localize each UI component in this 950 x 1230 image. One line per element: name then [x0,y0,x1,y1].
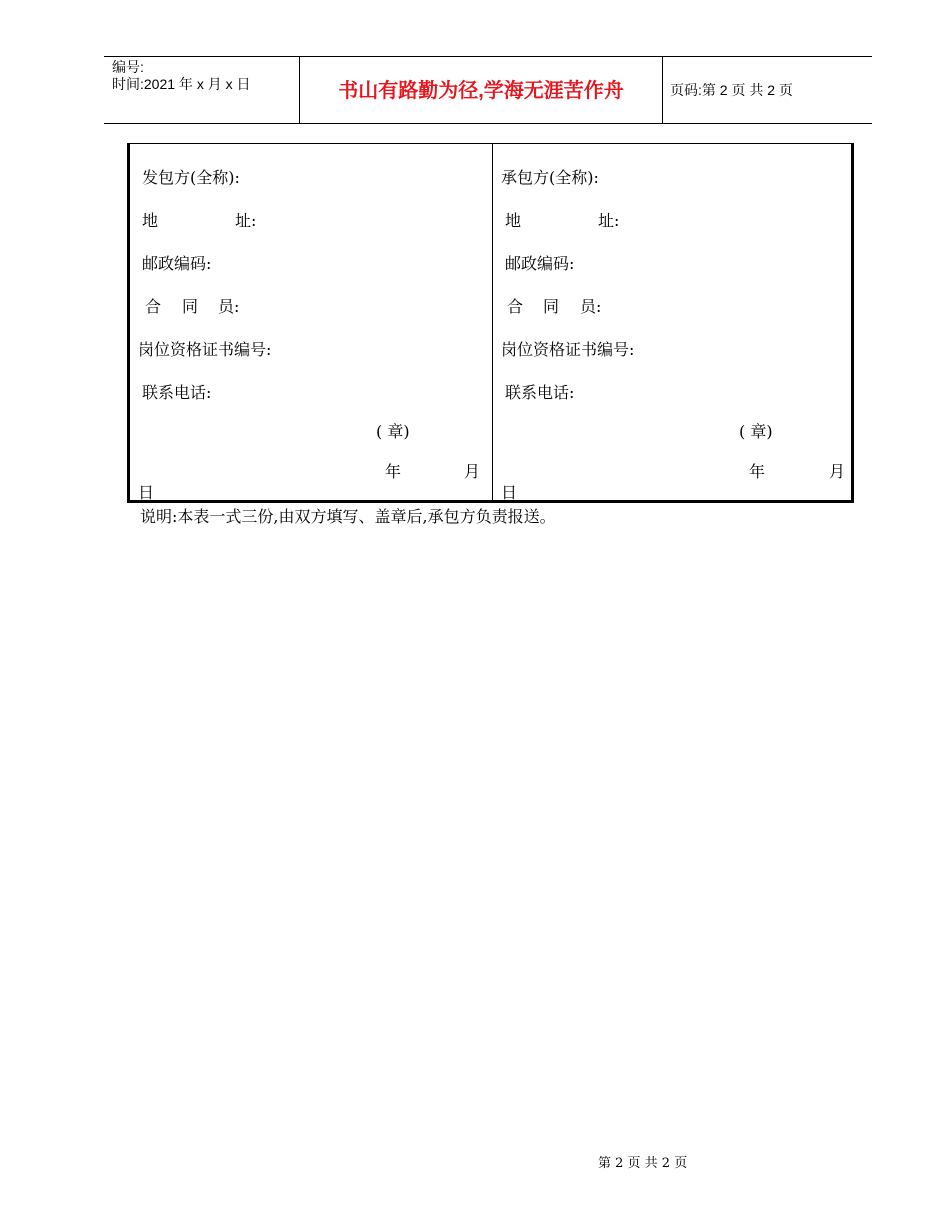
employer-year-label: 年 [385,462,402,481]
header-page-info: 页码:第 2 页 共 2 页 [670,82,793,98]
contractor-year-label: 年 [749,462,766,481]
employer-cert-field: 岗位资格证书编号: [138,340,272,359]
header-divider [662,57,663,123]
contractor-column [492,144,852,500]
contractor-day-label: 日 [501,483,518,502]
document-date: 时间:2021 年 x 月 x 日 [112,76,251,92]
page-footer: 第 2 页 共 2 页 [598,1156,688,1171]
contractor-postcode-field: 邮政编码: [505,254,575,273]
employer-address-label-b: 址: [235,211,257,230]
contractor-month-label: 月 [829,462,846,481]
contractor-contract-label-c: 员: [580,297,602,316]
contractor-address-label-b: 址: [598,211,620,230]
employer-postcode-field: 邮政编码: [142,254,212,273]
employer-contract-label-b: 同 [182,297,199,316]
header-motto: 书山有路勤为径,学海无涯苦作舟 [338,80,624,102]
employer-seal-mark: ( 章) [376,422,410,441]
contractor-contract-label-a: 合 [507,297,524,316]
page-header [104,56,872,124]
form-note: 说明:本表一式三份,由双方填写、盖章后,承包方负责报送。 [140,507,556,526]
contractor-phone-field: 联系电话: [505,383,575,402]
contractor-contract-label-b: 同 [543,297,560,316]
contractor-name-field: 承包方(全称): [501,168,599,187]
employer-name-field: 发包方(全称): [142,168,240,187]
employer-contract-label-c: 员: [218,297,240,316]
contractor-cert-field: 岗位资格证书编号: [501,340,635,359]
document-number-label: 编号: [112,59,144,75]
contractor-seal-mark: ( 章) [739,422,773,441]
employer-address-label-a: 地 [142,211,159,230]
employer-column [130,144,492,500]
signature-form [127,143,854,503]
employer-contract-label-a: 合 [145,297,162,316]
employer-month-label: 月 [464,462,481,481]
header-meta [112,59,300,93]
contractor-address-label-a: 地 [505,211,522,230]
employer-phone-field: 联系电话: [142,383,212,402]
employer-day-label: 日 [138,483,155,502]
